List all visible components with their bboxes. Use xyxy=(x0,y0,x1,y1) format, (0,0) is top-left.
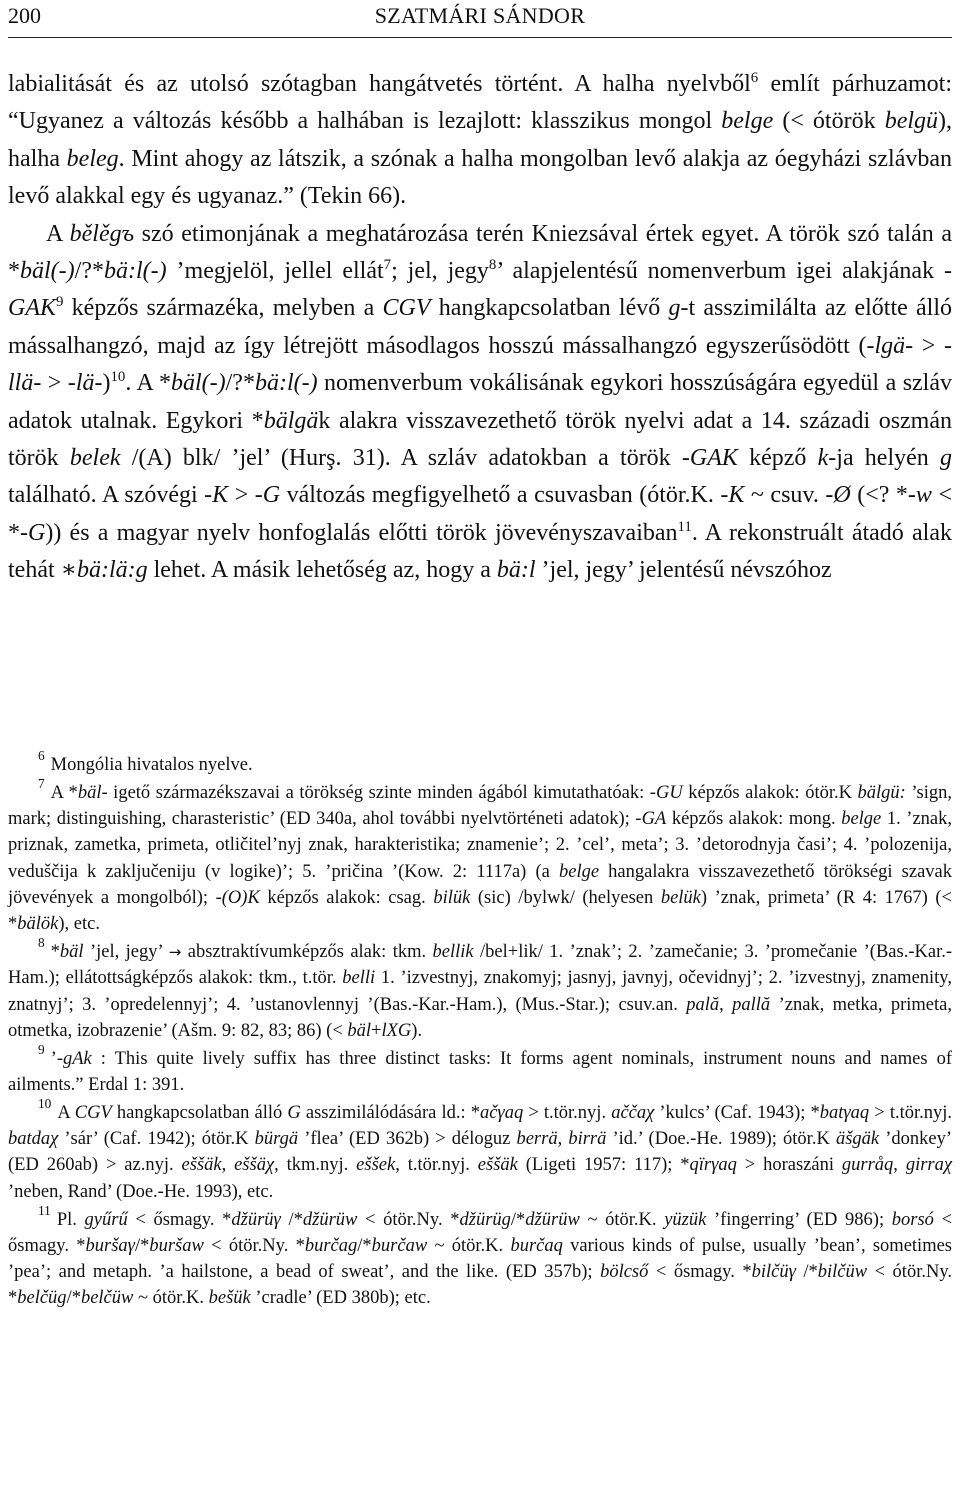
right-arrow-icon: → xyxy=(168,943,182,962)
footnote-text: Mongólia hivatalos nyelve. xyxy=(50,755,253,775)
footnote-number: 8 xyxy=(38,935,45,951)
footnote-6 xyxy=(8,748,952,778)
main-text xyxy=(8,66,952,590)
footnote-number: 11 xyxy=(38,1202,51,1218)
footnote-9 xyxy=(8,1041,952,1099)
footnote-number: 9 xyxy=(38,1041,45,1057)
footnote-11 xyxy=(8,1202,953,1312)
footnote-text: *bäl ’jel, jegy’ → absztraktívumképzős alak: tkm. bellik /bel+lik/ 1. ’znak’; 2. ’zamečanie; 3. ’promečanie ’(Bas.-Kar.-Ham.); ellátottságképzős alakok: tkm., t.tör. belli 1. ’izvestnyj, znakomyj; jasnyj, javnyj, očevidnyj’; 2. ’izvestnyj, znamenity, znatnyj’; 3. ’opredelennyj’; 4. ’ustanovlennyj ’(Bas.-Kar.-Ham.), (Mus.-Star.); csuv.an. pală, pallă ’znak, metka, primeta, otmetka, izobrazenie’ (Ašm. 9: 82, 83; 86) (< bäl+lXG). xyxy=(8,942,952,1041)
page-header xyxy=(8,3,952,37)
header-rule xyxy=(8,37,952,38)
footnotes xyxy=(8,748,953,1313)
footnote-number: 6 xyxy=(38,748,45,764)
page-number: 200 xyxy=(8,3,41,28)
footnote-10 xyxy=(8,1095,953,1205)
footnote-text: Pl. gyűrű < ősmagy. *džürüγ /*džürüw < ótör.Ny. *džürüg/*džürüw ~ ótör.K. yüzük ’fingerring’ (ED 986); borsó < ősmagy. *buršaγ/*buršaw < ótör.Ny. *burčag/*burčaw ~ ótör.K. burčaq various kinds of pulse, usually ’bean’, sometimes ’pea’; and metaph. ’a hailstone, a bead of sweat’, and the like. (ED 357b); bölcső < ősmagy. *bilčüγ /*bilčüw < ótör.Ny. *belčüg/*belčüw ~ ótör.K. bešük ’cradle’ (ED 380b); etc. xyxy=(8,1209,953,1309)
footnote-text: ’-gAk : This quite lively suffix has three distinct tasks: It forms agent nominals, instrument nouns and names of ailments.” Erdal 1: 391. xyxy=(8,1048,952,1096)
footnote-number: 10 xyxy=(38,1095,52,1111)
footnote-text: A CGV hangkapcsolatban álló G asszimilálódására ld.: *ačγaq > t.tör.nyj. aččaχ ’kulcs’ (Caf. 1943); *batγaq > t.tör.nyj. batdaχ ’sár’ (Caf. 1942); ótör.K bürgä ’flea’ (ED 362b) > déloguz berrä, birrä ’id.’ (Doe.-He. 1989); ótör.K äšgäk ’donkey’ (ED 260ab) > az.nyj. eššäk, eššäχ, tkm.nyj. eššek, t.tör.nyj. eššäk (Ligeti 1957: 117); *qïrγaq > horaszáni gurråq, girraχ ’neben, Rand’ (Doe.-He. 1993), etc. xyxy=(8,1102,953,1202)
paragraph-1: labialitását és az utolsó szótagban hangátvetés történt. A halha nyelvből$^6$ említ párhuzamot: “Ugyanez a változás később a halhában is lezajlott: klasszikus mongol belge (< ótörök belgü), halha beleg. Mint ahogy az látszik, a szónak a halha mongolban levő alakja az óegyházi szlávban levő alakkal egy és ugyanaz.” (Tekin 66). xyxy=(8,69,953,210)
running-title: SZATMÁRI SÁNDOR xyxy=(374,3,586,28)
footnote-8 xyxy=(8,935,952,1044)
footnote-number: 7 xyxy=(38,775,45,791)
footnote-text: A *bäl- igető származékszavai a törökség szinte minden ágából kimutathatóak: -GU képzős alakok: ótör.K bälgü: ’sign, mark; distinguishing, charasteristic’ (ED 340a, ahol további nyelvtörténeti adatok); -GA képzős alakok: mong. belge 1. ’znak, priznak, zametka, primeta, otličitel’nyj znak, harakteristika; znamenie’; 2. ’cel’, meta’; 3. ’detorodnyja časi’; 4. ’polozenija, veduščija k zaključeniju (v logike)’; 5. ’pričina ’(Kow. 2: 1117a) (a belge hangalakra visszavezethető törökségi szavak jövevények a mongolból); -(O)K képzős alakok: csag. bilük (sic) /bylwk/ (helyesen belük) ’znak, primeta’ (R 4: 1767) (< *bälök), etc. xyxy=(8,782,953,935)
footnote-7 xyxy=(8,775,953,938)
paragraph-2: A bělěgъ szó etimonjának a meghatározása terén Kniezsával értek egyet. A török szó talán a *bäl(-)/?*bä:l(-) ’megjelöl, jellel ellát$^7$; jel, jegy$^8$’ alapjelentésű nomenverbum igei alakjának -GAK$^9$ képzős származéka, melyben a CGV hangkapcsolatban lévő g-t asszimilálta az előtte álló mássalhangzó, majd az így létrejött másodlagos hosszú mássalhangzó egyszerűsödött (-lgä- > -llä- > -lä-)$^{10}$. A *bäl(-)/?*bä:l(-) nomenverbum vokálisának egykori hosszúságára egyedül a szláv adatok utalnak. Egykori *bälgäk alakra visszavezethető török nyelvi adat a 14. századi oszmán török belek /(A) blk/ ’jel’ (Hurş. 31). A szláv adatokban a török -GAK képző k-ja helyén g található. A szóvégi -K > -G változás megfigyelhető a csuvasban (ótör.K. -K ~ csuv. -Ø (<? *-w < *-G)) és a magyar nyelv honfoglalás előtti török jövevényszavaiban$^{11}$. A rekonstruált átadó alak tehát ∗bä:lä:g lehet. A másik lehetőség az, hogy a bä:l ’jel, jegy’ jelentésű névszóhoz xyxy=(8,220,953,584)
